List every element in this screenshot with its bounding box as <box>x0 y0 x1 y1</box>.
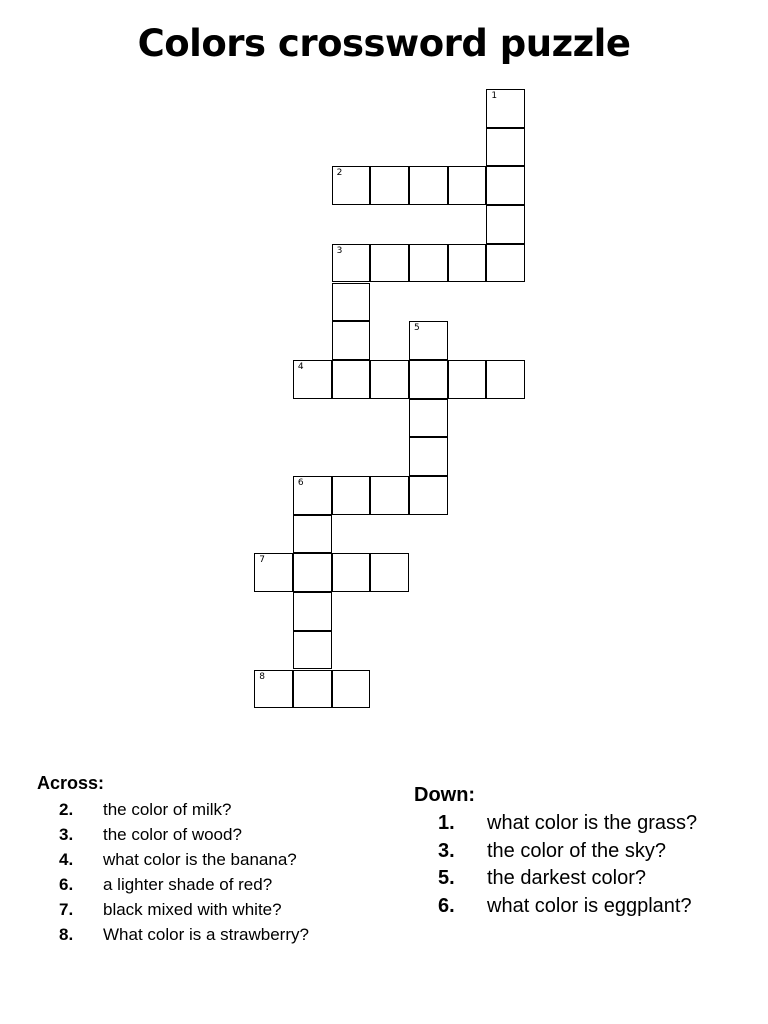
across-clue <box>37 822 242 847</box>
clue-text: the color of milk? <box>103 800 232 819</box>
clue-text: what color is the grass? <box>487 812 698 834</box>
across-clue <box>37 872 273 897</box>
grid-cell-1[interactable] <box>486 89 525 128</box>
grid-cell[interactable] <box>486 166 525 205</box>
grid-cell[interactable] <box>332 283 371 322</box>
grid-cell[interactable] <box>448 166 487 205</box>
grid-cell[interactable] <box>448 244 487 283</box>
clue-number: 6. <box>438 894 455 917</box>
clue-number: 3. <box>59 825 74 844</box>
grid-cell[interactable] <box>486 205 525 244</box>
grid-cell[interactable] <box>332 360 371 399</box>
cell-number: 2 <box>336 168 343 179</box>
grid-cell[interactable] <box>370 360 409 399</box>
cell-number: 1 <box>491 91 498 101</box>
across-clue <box>37 922 309 947</box>
grid-cell[interactable] <box>370 166 409 205</box>
across-clue <box>37 897 282 922</box>
grid-cell[interactable] <box>370 476 409 515</box>
page-title: Colors crossword puzzle <box>137 22 631 65</box>
cell-number: 8 <box>259 671 265 682</box>
grid-cell[interactable] <box>409 244 448 283</box>
grid-cell[interactable] <box>486 360 525 399</box>
cell-number: 7 <box>259 555 265 566</box>
across-clue <box>37 847 297 872</box>
clue-text: the darkest color? <box>487 867 646 889</box>
clue-number: 2. <box>59 800 74 819</box>
grid-cell[interactable] <box>409 476 448 515</box>
grid-cell[interactable] <box>409 399 448 438</box>
grid-cell-2[interactable] <box>332 166 371 205</box>
clue-number: 4. <box>59 850 74 869</box>
clue-number: 8. <box>59 925 74 944</box>
down-clue-list <box>414 810 698 920</box>
clue-number: 5. <box>438 867 455 889</box>
grid-cell[interactable] <box>293 631 332 670</box>
grid-cell[interactable] <box>409 437 448 476</box>
clue-number: 7. <box>59 900 74 919</box>
grid-cell-5[interactable] <box>409 321 448 360</box>
down-clue <box>414 893 692 921</box>
cell-number: 5 <box>414 323 420 334</box>
grid-cell[interactable] <box>448 360 487 399</box>
grid-cell[interactable] <box>370 553 409 592</box>
across-clues <box>37 772 309 947</box>
cell-number: 6 <box>297 478 304 488</box>
grid-cell[interactable] <box>409 360 448 399</box>
grid-cell[interactable] <box>332 670 371 709</box>
grid-cell[interactable] <box>332 476 371 515</box>
clue-text: the color of wood? <box>103 825 242 844</box>
grid-cell[interactable] <box>332 553 371 592</box>
down-clue <box>414 838 666 866</box>
down-heading: Down: <box>414 784 476 806</box>
grid-cell-4[interactable] <box>293 360 332 399</box>
grid-cell[interactable] <box>486 244 525 283</box>
grid-cell[interactable] <box>370 244 409 283</box>
across-clue <box>37 797 232 822</box>
across-heading: Across: <box>37 773 105 793</box>
grid-cell-8[interactable] <box>254 670 293 709</box>
clue-number: 1. <box>438 812 455 834</box>
clue-number: 6. <box>59 875 74 894</box>
grid-cell-3[interactable] <box>332 244 371 283</box>
grid-cell[interactable] <box>332 321 371 360</box>
cell-number: 3 <box>336 245 343 256</box>
clue-text: what color is the banana? <box>103 850 297 869</box>
down-clues <box>414 782 698 920</box>
grid-cell[interactable] <box>293 592 332 631</box>
grid-cell[interactable] <box>293 670 332 709</box>
grid-cell-7[interactable] <box>254 553 293 592</box>
across-clue-list <box>37 797 309 947</box>
down-clue <box>414 865 646 893</box>
clue-text: what color is eggplant? <box>487 894 692 917</box>
clue-text: What color is a strawberry? <box>103 925 309 944</box>
grid-cell[interactable] <box>293 553 332 592</box>
clue-text: the color of the sky? <box>487 839 666 862</box>
grid-cell-6[interactable] <box>293 476 332 515</box>
grid-cell[interactable] <box>486 128 525 167</box>
clue-number: 3. <box>438 839 455 862</box>
down-clue <box>414 810 698 838</box>
grid-cell[interactable] <box>409 166 448 205</box>
grid-cell[interactable] <box>293 515 332 554</box>
cell-number: 4 <box>297 361 304 372</box>
clue-text: black mixed with white? <box>103 900 282 919</box>
clue-text: a lighter shade of red? <box>103 875 273 894</box>
